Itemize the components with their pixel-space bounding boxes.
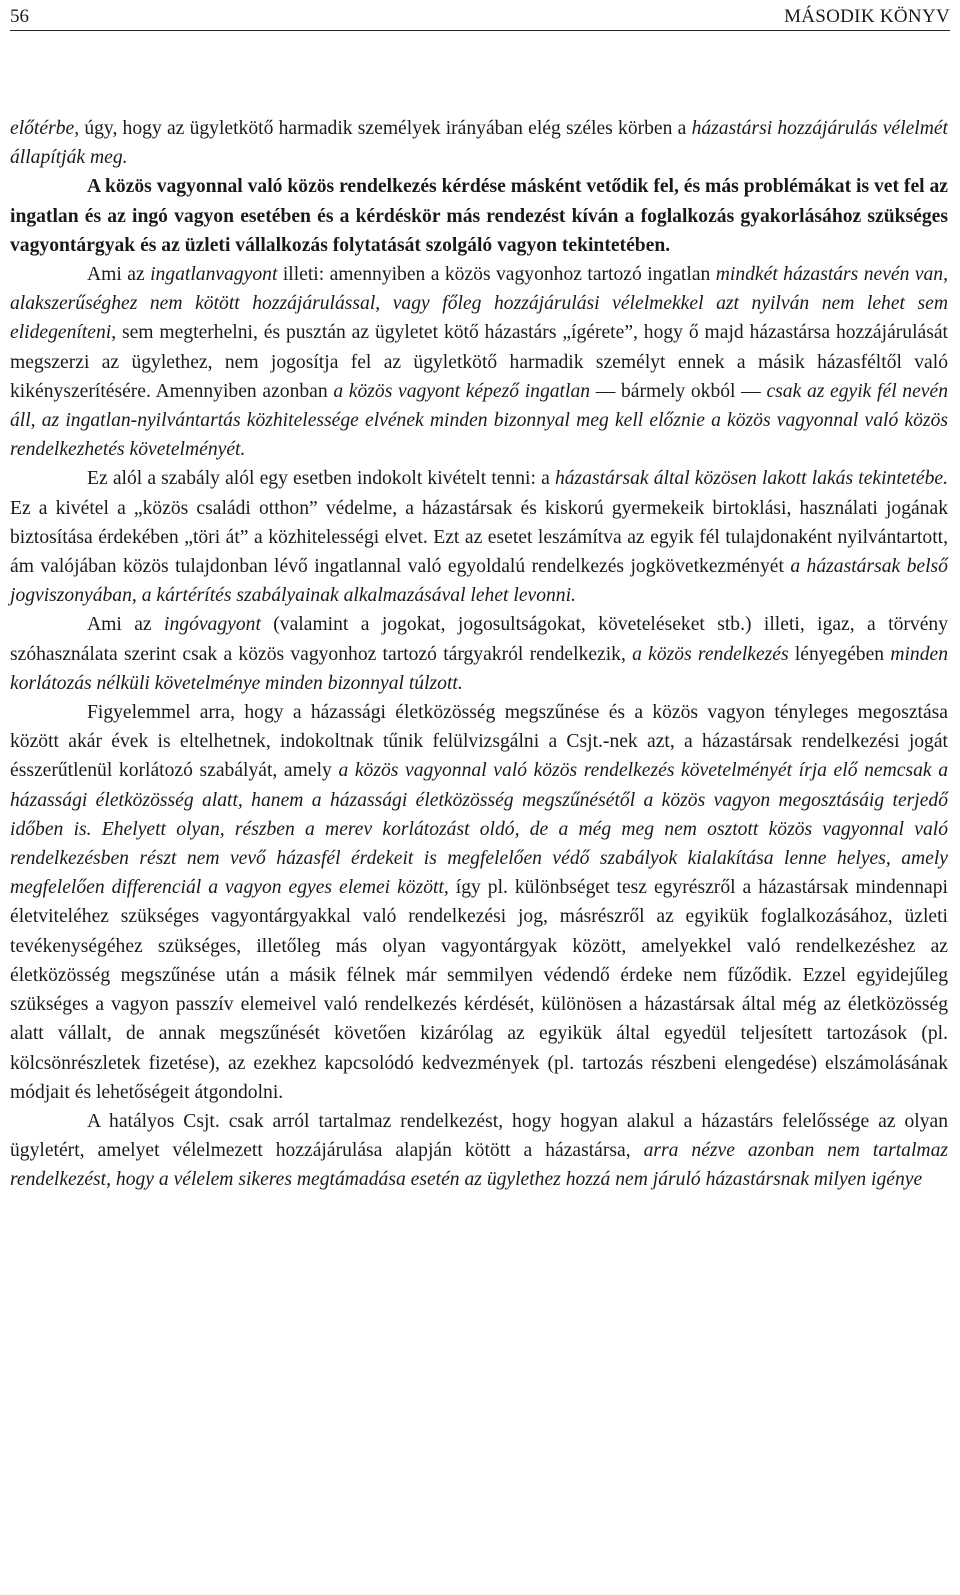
italic-text: minden korlátozás nélküli követelménye minden bizonnyal túlzott. bbox=[10, 643, 948, 694]
paragraph bbox=[10, 114, 948, 172]
italic-text: mindkét házastárs nevén van, alakszerűséghez nem kötött hozzájárulással, vagy főleg hozzájárulási vélelmekkel azt nyilván nem lehet sem elidegeníteni bbox=[10, 264, 949, 344]
italic-text: ingóvagyont bbox=[164, 614, 261, 636]
text-run: Ez alól a szabály alól egy esetben indokolt kivételt tenni: a bbox=[87, 468, 555, 490]
italic-text: ingatlanvagyont bbox=[150, 264, 278, 286]
text-run: lényegében bbox=[788, 643, 891, 665]
bold-text: A közös vagyonnal való közös rendelkezés kérdése másként vetődik fel, és más problémákat is vet fel az ingatlan és az ingó vagyon esetében és a kérdéskör más rendezést kíván a foglalkozás gyakorlásához szükséges vagyontárgyak és az üzleti vállalkozás folytatását szolgáló vagyon tekintetében. bbox=[10, 176, 948, 256]
italic-text: előtérbe, bbox=[10, 118, 80, 139]
italic-text: csak az egyik fél nevén áll, az ingatlan-nyilvántartás közhitelessége elvének minden bizonnyal meg kell előznie a közös vagyonnal való közös rendelkezhetés követelményét. bbox=[10, 380, 948, 461]
italic-text: házastársi hozzájárulás vélelmét állapítják meg. bbox=[10, 118, 949, 169]
text-run: — bármely okból — bbox=[590, 380, 767, 402]
text-run: , sem megterhelni, és pusztán az ügyletet kötő házastárs „ígérete”, hogy ő majd házastársa hozzájárulását megszerzi az ügylethez, nem jogosítja fel az ügyletkötő harmadik személyt ennek a másik házasféltől való kikényszerítésére. Amennyiben azonban bbox=[10, 322, 948, 402]
text-run: Ami az bbox=[87, 614, 165, 636]
italic-text: a közös vagyonnal való közös rendelkezés követelményét írja elő nemcsak a házassági életközösség alatt, hanem a házassági életközösség megszűnésétől a közös vagyon megosztásáig terjedő időben is. Ehelyett olyan, részben a merev korlátozást oldó, de a még meg nem osztott közös vagyonnal való rendelkezésben részt nem vevő házasfél érdekeit is megfelelően védő szabályok kialakítása lenne helyes, amely megfelelően differenciál a vagyon egyes elemei között, bbox=[10, 760, 948, 899]
text-run: (valamint a jogokat, jogosultságokat, követeléseket stb.) illeti, igaz, a törvény szóhasználata szerint csak a közös vagyonhoz tartozó tárgyakról rendelkezik, bbox=[10, 614, 948, 665]
text-run: A hatályos Csjt. csak arról tartalmaz rendelkezést, hogy hogyan alakul a házastárs felelőssége az olyan ügyletért, amelyet vélelmezett hozzájárulása alapján kötött a házastársa, bbox=[10, 1110, 948, 1162]
book-title: MÁSODIK KÖNYV bbox=[784, 6, 950, 27]
paragraph bbox=[10, 464, 948, 610]
text-run: Ami az bbox=[87, 264, 151, 286]
paragraph bbox=[10, 698, 948, 1107]
paragraph bbox=[10, 172, 948, 260]
text-run: Ez a kivétel a „közös családi otthon” védelme, a házastársak és kiskorú gyermekeik birtoklási, használati jogának biztosítása érdekében „töri át” a közhitelességi elvet. Ezt az esetet leszámítva az egyik fél tulajdonaként nyilvántartott, ám valójában közös tulajdonban lévő ingatlannal való egyoldalú rendelkezés jogkövetkezményét bbox=[10, 497, 948, 578]
italic-text: házastársak által közösen lakott lakás tekintetébe. bbox=[554, 468, 949, 490]
text-run: illeti: amennyiben a közös vagyonhoz tartozó ingatlan bbox=[277, 264, 716, 286]
italic-text: a házastársak belső jogviszonyában, a kártérítés szabályainak alkalmazásával lehet levonni. bbox=[10, 556, 948, 607]
paragraph bbox=[10, 260, 948, 464]
page-number: 56 bbox=[10, 6, 29, 27]
italic-text: a közös rendelkezés bbox=[632, 643, 789, 665]
italic-text: arra nézve azonban nem tartalmaz rendelkezést, hogy a vélelem sikeres megtámadása esetén az ügylethez hozzá nem járuló házastársnak milyen igénye bbox=[10, 1140, 948, 1191]
text-run: úgy, hogy az ügyletkötő harmadik személyek irányában elég széles körben a bbox=[79, 118, 692, 139]
italic-text: a közös vagyont képező ingatlan bbox=[333, 380, 591, 402]
text-run: így pl. különbséget tesz egyrészről a házastársak mindennapi életviteléhez szükséges vagyontárgyakkal való rendelkezési jog, másrészről az egyikük foglalkozásához, üzleti tevékenységéhez szükséges, illetőleg más olyan vagyontárgyak között, amelyekkel való rendelkezéshez az életközösség megszűnése után a másik félnek már semmilyen védendő érdeke nem fűződik. Ezzel egyidejűleg szükséges a vagyon passzív elemeivel való rendelkezés kérdését, különösen a házastársak által még az életközösség alatt vállalt, de annak megszűnését követően kizárólag az egyikük által egyedül teljesített tartozások (pl. kölcsönrészletek fizetése), az ezekhez kapcsolódó kedvezmények (pl. tartozás részbeni elengedése) elszámolásának módjait és lehetőségeit átgondolni. bbox=[10, 877, 948, 1103]
running-header bbox=[10, 4, 950, 31]
paragraph bbox=[10, 1107, 948, 1195]
text-run: Figyelemmel arra, hogy a házassági életközösség megszűnése és a közös vagyon tényleges megosztása között akár évek is eltelhetnek, indokoltnak tűnik felülvizsgálni a Csjt.-nek azt, a házastársak rendelkezési jogát ésszerűtlenül korlátozó szabályát, amely bbox=[10, 702, 948, 782]
paragraph bbox=[10, 610, 948, 698]
body-text bbox=[10, 114, 948, 1195]
